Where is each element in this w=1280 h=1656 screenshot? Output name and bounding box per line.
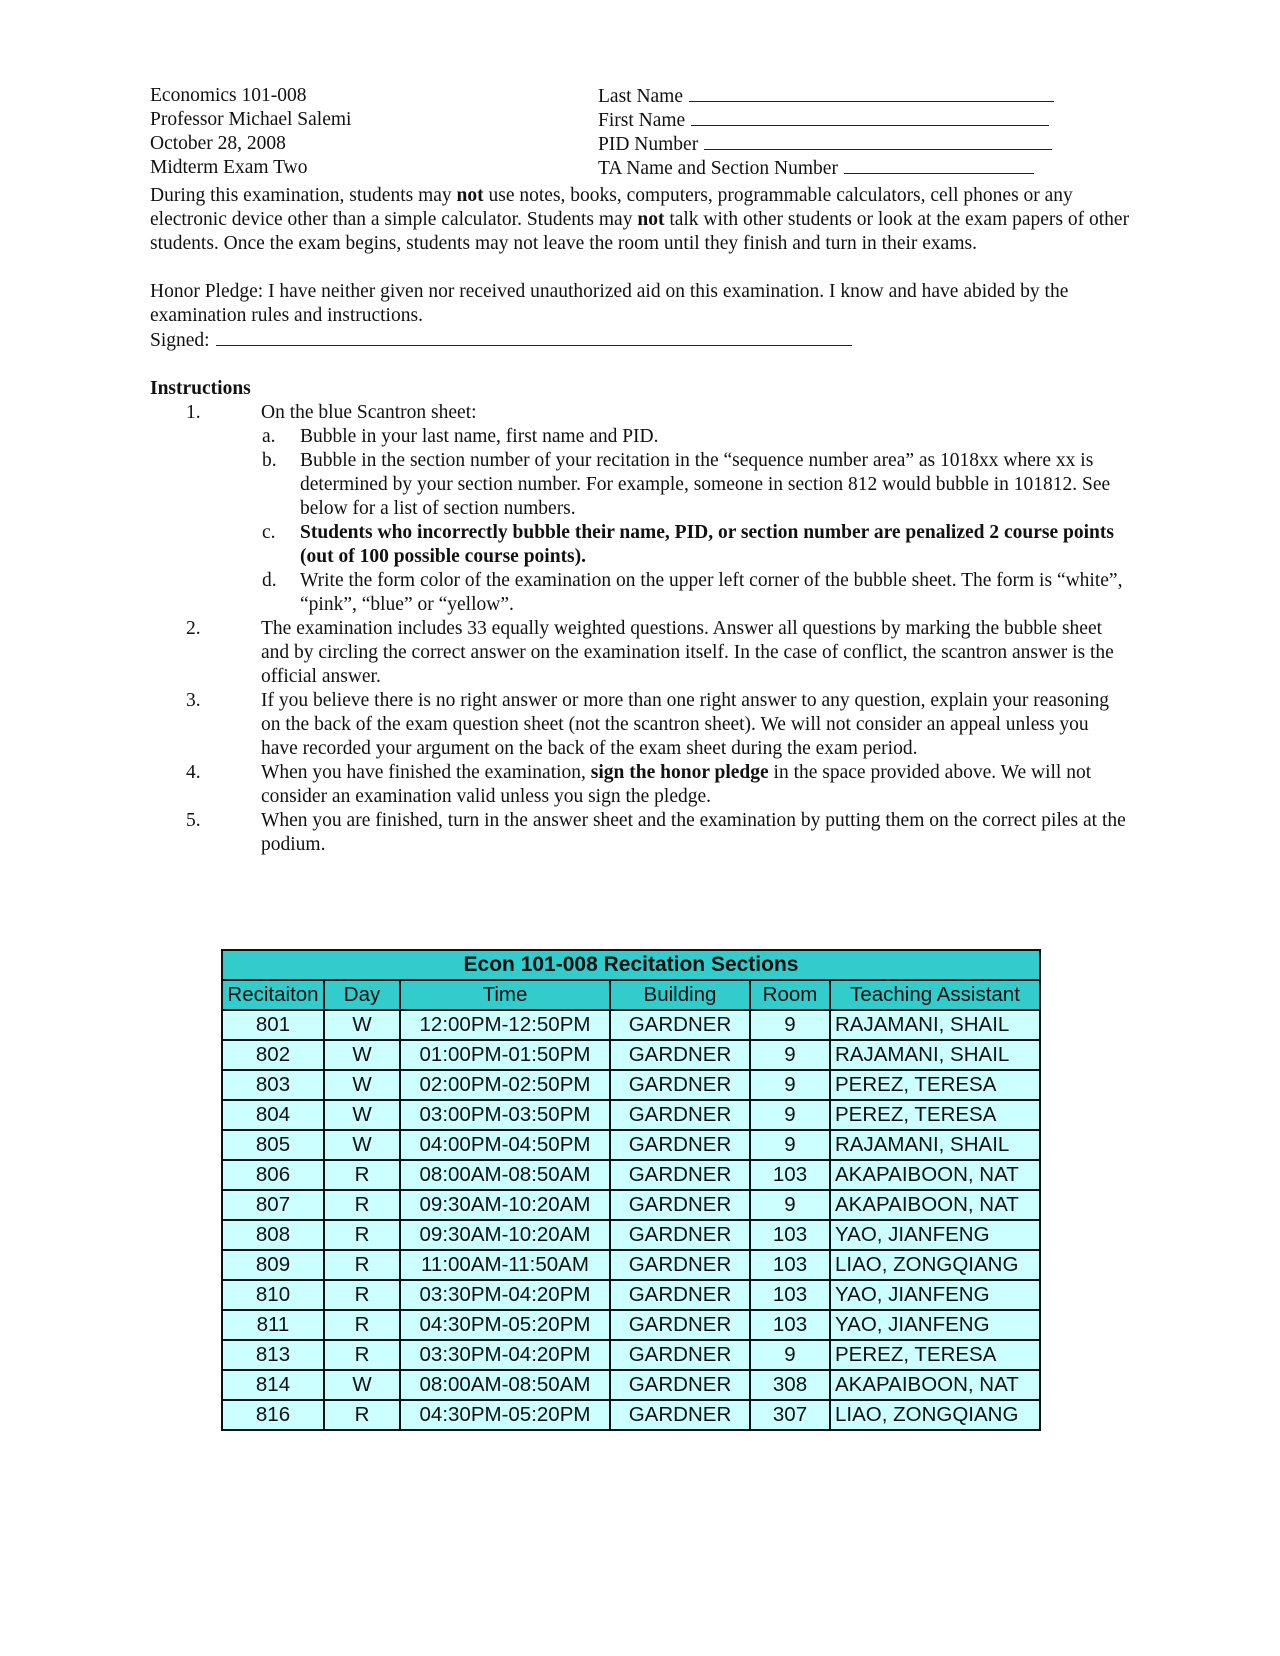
cell-day: R (324, 1280, 400, 1310)
last-name-line[interactable] (689, 84, 1054, 102)
cell-building: GARDNER (610, 1040, 750, 1070)
col-header-day: Day (324, 980, 400, 1010)
table-row (222, 1070, 1040, 1100)
cell-time: 04:30PM-05:20PM (400, 1310, 610, 1340)
cell-recitation: 803 (222, 1070, 324, 1100)
cell-teaching-assistant: YAO, JIANFENG (830, 1220, 1040, 1250)
cell-building: GARDNER (610, 1070, 750, 1100)
instruction-item: 1. On the blue Scantron sheet: (186, 402, 477, 423)
cell-day: W (324, 1010, 400, 1040)
cell-recitation: 809 (222, 1250, 324, 1280)
cell-time: 03:00PM-03:50PM (400, 1100, 610, 1130)
col-header-time: Time (400, 980, 610, 1010)
cell-teaching-assistant: RAJAMANI, SHAIL (830, 1040, 1040, 1070)
cell-room: 9 (750, 1340, 830, 1370)
table-header-row (222, 980, 1040, 1010)
table-row (222, 1160, 1040, 1190)
first-name-line[interactable] (691, 108, 1049, 126)
exam-cover-page (150, 84, 1130, 857)
cell-time: 08:00AM-08:50AM (400, 1370, 610, 1400)
cell-room: 9 (750, 1130, 830, 1160)
col-header-teaching-assistant: Teaching Assistant (830, 980, 1040, 1010)
cell-teaching-assistant: YAO, JIANFENG (830, 1280, 1040, 1310)
cell-recitation: 811 (222, 1310, 324, 1340)
cell-time: 04:00PM-04:50PM (400, 1130, 610, 1160)
cell-teaching-assistant: LIAO, ZONGQIANG (830, 1250, 1040, 1280)
cell-recitation: 808 (222, 1220, 324, 1250)
cell-time: 04:30PM-05:20PM (400, 1400, 610, 1430)
cell-building: GARDNER (610, 1100, 750, 1130)
cell-teaching-assistant: AKAPAIBOON, NAT (830, 1370, 1040, 1400)
table-row (222, 1280, 1040, 1310)
table-row (222, 1040, 1040, 1070)
cell-day: W (324, 1040, 400, 1070)
cell-recitation: 801 (222, 1010, 324, 1040)
cell-building: GARDNER (610, 1160, 750, 1190)
cell-time: 08:00AM-08:50AM (400, 1160, 610, 1190)
first-name-field[interactable] (598, 108, 1098, 132)
cell-room: 9 (750, 1010, 830, 1040)
student-info-fields (598, 84, 1098, 180)
cell-room: 9 (750, 1040, 830, 1070)
cell-time: 03:30PM-04:20PM (400, 1340, 610, 1370)
exam-header (150, 84, 1130, 184)
cell-day: W (324, 1370, 400, 1400)
ta-line[interactable] (844, 156, 1034, 174)
cell-teaching-assistant: PEREZ, TERESA (830, 1340, 1040, 1370)
table-title-row (222, 950, 1040, 980)
cell-recitation: 802 (222, 1040, 324, 1070)
ta-label: TA Name and Section Number (598, 158, 838, 179)
table-title: Econ 101-008 Recitation Sections (222, 950, 1040, 980)
signature-field[interactable] (150, 328, 1130, 353)
table-row (222, 1370, 1040, 1400)
cell-building: GARDNER (610, 1130, 750, 1160)
cell-recitation: 816 (222, 1400, 324, 1430)
cell-building: GARDNER (610, 1310, 750, 1340)
honor-pledge: Honor Pledge: I have neither given nor received unauthorized aid on this examination. I know and have abided by the examination rules and instructions. (150, 281, 1069, 326)
instruction-item: 2. The examination includes 33 equally weighted questions. Answer all questions by marking the bubble sheet and by circling the correct answer on the examination itself. In the case of conflict, the scantron answer is the official answer. (186, 618, 1114, 687)
cell-building: GARDNER (610, 1370, 750, 1400)
instruction-item: 5. When you are finished, turn in the answer sheet and the examination by putting them on the correct piles at the podium. (186, 810, 1126, 855)
course-name: Economics 101-008 (150, 85, 307, 106)
instructions-heading: Instructions (150, 378, 251, 399)
cell-time: 03:30PM-04:20PM (400, 1280, 610, 1310)
cell-time: 12:00PM-12:50PM (400, 1010, 610, 1040)
cell-room: 307 (750, 1400, 830, 1430)
exam-rules: During this examination, students may not use notes, books, computers, programmable calculators, cell phones or any electronic device other than a simple calculator. Students may not talk with other students or look at the exam papers of other students. Once the exam begins, students may not leave the room until they finish and turn in their exams. (150, 185, 1130, 254)
cell-teaching-assistant: AKAPAIBOON, NAT (830, 1190, 1040, 1220)
cell-room: 103 (750, 1220, 830, 1250)
col-header-recitation: Recitaiton (222, 980, 324, 1010)
last-name-field[interactable] (598, 84, 1098, 108)
recitation-sections-table (221, 949, 1041, 1431)
pid-field[interactable] (598, 132, 1098, 156)
cell-teaching-assistant: YAO, JIANFENG (830, 1310, 1040, 1340)
cell-building: GARDNER (610, 1250, 750, 1280)
cell-day: W (324, 1070, 400, 1100)
cell-time: 09:30AM-10:20AM (400, 1220, 610, 1250)
cell-teaching-assistant: RAJAMANI, SHAIL (830, 1010, 1040, 1040)
pid-line[interactable] (704, 132, 1052, 150)
table-row (222, 1220, 1040, 1250)
cell-room: 103 (750, 1280, 830, 1310)
cell-day: R (324, 1190, 400, 1220)
instruction-item: 4. When you have finished the examination, sign the honor pledge in the space provided above. We will not consider an examination valid unless you sign the pledge. (186, 762, 1092, 807)
cell-recitation: 807 (222, 1190, 324, 1220)
table-row (222, 1130, 1040, 1160)
table-row (222, 1100, 1040, 1130)
instruction-item: 3. If you believe there is no right answer or more than one right answer to any question, explain your reasoning on the back of the exam question sheet (not the scantron sheet). We will not consider an appeal unless you have recorded your argument on the back of the exam sheet during the exam period. (186, 690, 1110, 759)
professor-name: Professor Michael Salemi (150, 109, 352, 130)
cell-room: 103 (750, 1310, 830, 1340)
cell-teaching-assistant: PEREZ, TERESA (830, 1100, 1040, 1130)
cell-recitation: 813 (222, 1340, 324, 1370)
instruction-subitem: d. Write the form color of the examination on the upper left corner of the bubble sheet. The form is “white”, “pink”, “blue” or “yellow”. (262, 570, 1123, 615)
cell-teaching-assistant: AKAPAIBOON, NAT (830, 1160, 1040, 1190)
ta-field[interactable] (598, 156, 1098, 180)
cell-time: 09:30AM-10:20AM (400, 1190, 610, 1220)
cell-building: GARDNER (610, 1190, 750, 1220)
instruction-subitem: b. Bubble in the section number of your recitation in the “sequence number area” as 1018xx where xx is determined by your section number. For example, someone in section 812 would bubble in 101812. See below for a list of section numbers. (262, 450, 1111, 519)
col-header-room: Room (750, 980, 830, 1010)
cell-building: GARDNER (610, 1400, 750, 1430)
cell-time: 11:00AM-11:50AM (400, 1250, 610, 1280)
signed-label: Signed: (150, 330, 210, 351)
table-row (222, 1190, 1040, 1220)
cell-teaching-assistant: PEREZ, TERESA (830, 1070, 1040, 1100)
cell-room: 103 (750, 1250, 830, 1280)
cell-building: GARDNER (610, 1220, 750, 1250)
cell-recitation: 805 (222, 1130, 324, 1160)
cell-day: R (324, 1400, 400, 1430)
cell-recitation: 814 (222, 1370, 324, 1400)
exam-date: October 28, 2008 (150, 133, 286, 154)
cell-day: R (324, 1340, 400, 1370)
cell-day: R (324, 1160, 400, 1190)
cell-day: R (324, 1250, 400, 1280)
cell-room: 9 (750, 1070, 830, 1100)
pid-label: PID Number (598, 134, 699, 155)
table-row (222, 1400, 1040, 1430)
cell-day: W (324, 1100, 400, 1130)
cell-time: 01:00PM-01:50PM (400, 1040, 610, 1070)
cell-teaching-assistant: LIAO, ZONGQIANG (830, 1400, 1040, 1430)
exam-title: Midterm Exam Two (150, 157, 308, 178)
cell-teaching-assistant: RAJAMANI, SHAIL (830, 1130, 1040, 1160)
table-row (222, 1310, 1040, 1340)
cell-building: GARDNER (610, 1280, 750, 1310)
col-header-building: Building (610, 980, 750, 1010)
recitation-sections-table-wrap (221, 949, 1041, 1431)
cell-day: W (324, 1130, 400, 1160)
instruction-subitem: a. Bubble in your last name, first name and PID. (262, 426, 659, 447)
table-row (222, 1340, 1040, 1370)
cell-building: GARDNER (610, 1010, 750, 1040)
cell-day: R (324, 1220, 400, 1250)
cell-building: GARDNER (610, 1340, 750, 1370)
cell-room: 308 (750, 1370, 830, 1400)
cell-time: 02:00PM-02:50PM (400, 1070, 610, 1100)
cell-room: 103 (750, 1160, 830, 1190)
table-row (222, 1010, 1040, 1040)
instruction-subitem: c. Students who incorrectly bubble their name, PID, or section number are penalized 2 course points (out of 100 possible course points). (262, 522, 1114, 567)
signature-line[interactable] (216, 328, 852, 346)
cell-recitation: 804 (222, 1100, 324, 1130)
cell-recitation: 806 (222, 1160, 324, 1190)
table-body (222, 1010, 1040, 1430)
last-name-label: Last Name (598, 86, 684, 107)
cell-recitation: 810 (222, 1280, 324, 1310)
cell-room: 9 (750, 1100, 830, 1130)
table-row (222, 1250, 1040, 1280)
first-name-label: First Name (598, 110, 686, 131)
course-info (150, 84, 351, 180)
cell-day: R (324, 1310, 400, 1340)
cell-room: 9 (750, 1190, 830, 1220)
